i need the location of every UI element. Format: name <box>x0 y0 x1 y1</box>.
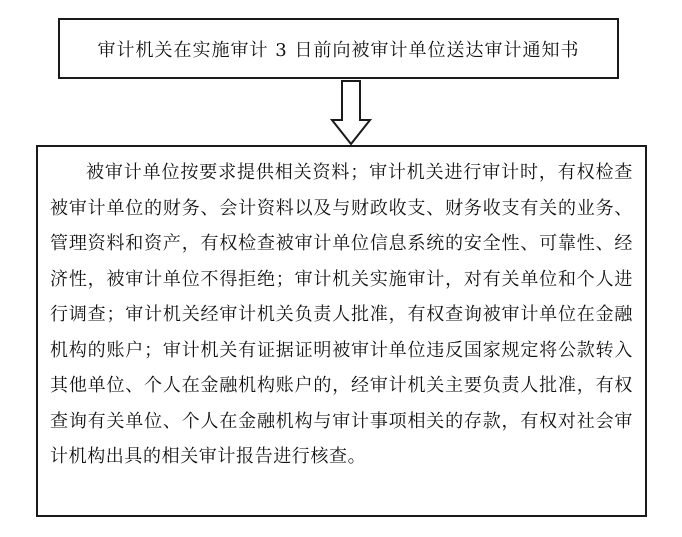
notice-step-text: 审计机关在实施审计 3 日前向被审计单位送达审计通知书 <box>97 39 580 61</box>
down-arrow-icon <box>330 80 372 146</box>
audit-rights-text: 被审计单位按要求提供相关资料；审计机关进行审计时，有权检查被审计单位的财务、会计资料以及与财政收支、财务收支有关的业务、管理资料和资产，有权检查被审计单位信息系统的安全性、可靠性、经济性，被审计单位不得拒绝；审计机关实施审计，对有关单位和个人进行调查；审计机关经审计机关负责人批准，有权查询被审计单位在金融机构的账户；审计机关有证据证明被审计单位违反国家规定将公款转入其他单位、个人在金融机构账户的，经审计机关主要负责人批准，有权查询有关单位、个人在金融机构与审计事项相关的存款，有权对社会审计机构出具的相关审计报告进行核查。 <box>50 162 633 467</box>
audit-rights-box <box>36 145 647 517</box>
notice-step-box <box>58 18 619 79</box>
